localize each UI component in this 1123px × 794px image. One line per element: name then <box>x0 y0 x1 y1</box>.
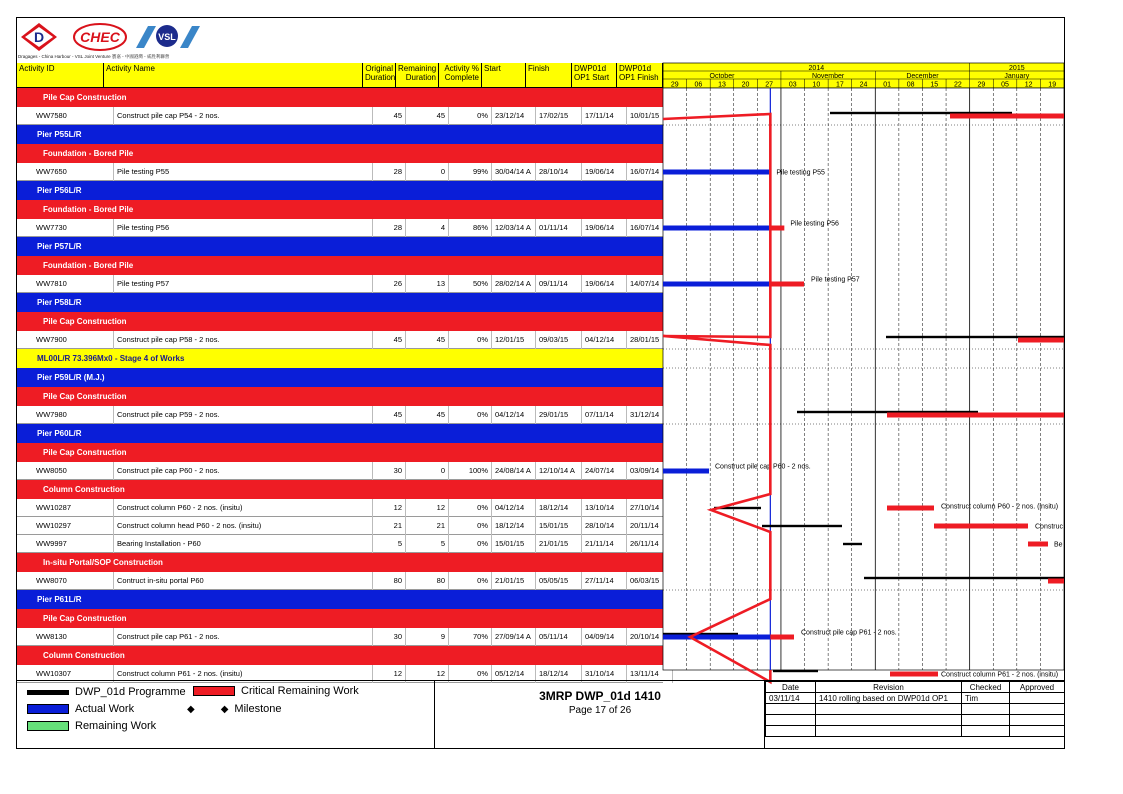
week-label: 29 <box>670 81 679 89</box>
critical-bar <box>887 413 1064 418</box>
rev-description: 1410 rolling based on DWP01d OP1 <box>816 693 962 704</box>
wbs-band-label: ML00L/R 73.396Mx0 - Stage 4 of Works <box>37 354 185 363</box>
wbs-band-label: In-situ Portal/SOP Construction <box>43 558 163 567</box>
cell-start: 12/01/15 <box>492 331 536 349</box>
week-label: 29 <box>977 81 986 89</box>
chec-logo <box>72 22 128 52</box>
wbs-band-label: Pier P58L/R <box>37 298 82 307</box>
gantt-label: Construct pile cap P61 - 2 nos. <box>801 629 897 637</box>
week-label: 22 <box>953 81 962 89</box>
rev-empty-cell <box>1010 704 1065 715</box>
wbs-band-pier[interactable] <box>17 237 663 256</box>
cell-op1s: 31/10/14 <box>582 665 627 683</box>
wbs-band-label: Pile Cap Construction <box>43 614 127 623</box>
cell-name: Construct pile cap P54 - 2 nos. <box>114 107 373 125</box>
cell-pct: 86% <box>449 219 492 237</box>
wbs-band-pier[interactable] <box>17 368 663 387</box>
col-original-duration[interactable]: Original Duration <box>363 63 396 88</box>
rev-empty-cell <box>816 715 962 726</box>
svg-text:VSL: VSL <box>158 32 176 42</box>
cell-start: 23/12/14 <box>492 107 536 125</box>
wbs-band-pier[interactable] <box>17 125 663 144</box>
activity-row[interactable] <box>17 163 663 181</box>
cell-pct: 0% <box>449 517 492 535</box>
wbs-band-work-type[interactable] <box>17 387 663 406</box>
cell-op1f: 16/07/14 <box>627 219 673 237</box>
cell-rd: 12 <box>406 665 449 683</box>
col-start[interactable]: Start <box>482 63 526 88</box>
cell-od: 26 <box>373 275 406 293</box>
cell-op1f: 20/11/14 <box>627 517 673 535</box>
wbs-band-label: Pile Cap Construction <box>43 448 127 457</box>
wbs-band-label: Column Construction <box>43 485 125 494</box>
wbs-band-label: Pier P56L/R <box>37 186 82 195</box>
year-label: 2014 <box>808 65 825 72</box>
cell-finish: 21/01/15 <box>536 535 582 553</box>
wbs-band-label: Pile Cap Construction <box>43 317 127 326</box>
rev-empty-cell <box>816 704 962 715</box>
cell-id: WW9997 <box>33 535 114 553</box>
cell-od: 45 <box>373 331 406 349</box>
cell-finish: 09/11/14 <box>536 275 582 293</box>
cell-start: 24/08/14 A <box>492 462 536 480</box>
cell-pct: 0% <box>449 535 492 553</box>
wbs-band-pier[interactable] <box>17 293 663 312</box>
wbs-band-label: Pier P55L/R <box>37 130 82 139</box>
rev-empty-cell <box>766 726 816 737</box>
cell-start: 15/01/15 <box>492 535 536 553</box>
title-block <box>434 680 765 748</box>
cell-op1f: 28/01/15 <box>627 331 673 349</box>
programme-bar <box>864 577 1064 579</box>
cell-name: Pile testing P56 <box>114 219 373 237</box>
cell-start: 04/12/14 <box>492 406 536 424</box>
actual-bar <box>663 170 770 175</box>
cell-id: WW7980 <box>33 406 114 424</box>
cell-start: 28/02/14 A <box>492 275 536 293</box>
legend-actual-label: Actual Work <box>75 703 135 715</box>
programme-bar <box>843 543 862 545</box>
critical-bar <box>770 635 794 640</box>
cell-rd: 4 <box>406 219 449 237</box>
wbs-band-label: Foundation - Bored Pile <box>43 205 134 214</box>
col-op1-finish[interactable]: DWP01d OP1 Finish <box>617 63 663 88</box>
month-label: November <box>811 73 845 80</box>
cell-rd: 0 <box>406 462 449 480</box>
programme-swatch <box>27 690 69 695</box>
cell-op1s: 04/09/14 <box>582 628 627 646</box>
week-label: 12 <box>1024 81 1033 89</box>
critical-bar <box>770 226 784 231</box>
wbs-band-label: Pile Cap Construction <box>43 392 127 401</box>
cell-op1s: 17/11/14 <box>582 107 627 125</box>
wbs-band-work-type[interactable] <box>17 443 663 462</box>
cell-id: WW7580 <box>33 107 114 125</box>
rev-header-date: Date <box>766 682 816 693</box>
cell-finish: 05/05/15 <box>536 572 582 590</box>
critical-bar <box>890 672 938 677</box>
legend-milestone <box>187 703 281 715</box>
gantt-label: Construct column P61 - 2 nos. (insitu) <box>941 671 1059 679</box>
wbs-band-label: Pier P59L/R (M.J.) <box>37 373 105 382</box>
actual-bar <box>663 469 709 474</box>
activity-row[interactable] <box>17 331 663 349</box>
actual-bar <box>663 635 770 640</box>
cell-name: Construct pile cap P59 - 2 nos. <box>114 406 373 424</box>
cell-name: Construct column P61 - 2 nos. (insitu) <box>114 665 373 683</box>
critical-bar <box>1048 579 1064 584</box>
wbs-band-work-type[interactable] <box>17 480 663 499</box>
rev-empty-cell <box>1010 726 1065 737</box>
legend-milestone-label: Milestone <box>234 703 282 715</box>
critical-bar <box>770 282 804 287</box>
cell-name: Construct pile cap P61 - 2 nos. <box>114 628 373 646</box>
cell-finish: 09/03/15 <box>536 331 582 349</box>
cell-start: 27/09/14 A <box>492 628 536 646</box>
cell-pct: 0% <box>449 499 492 517</box>
critical-bar <box>1028 542 1048 547</box>
week-label: 15 <box>930 81 939 89</box>
wbs-band-pier[interactable] <box>17 424 663 443</box>
cell-rd: 21 <box>406 517 449 535</box>
activity-row[interactable] <box>17 572 663 590</box>
gantt-chart <box>663 63 1064 679</box>
cell-rd: 0 <box>406 163 449 181</box>
cell-od: 5 <box>373 535 406 553</box>
cell-pct: 100% <box>449 462 492 480</box>
cell-op1s: 19/06/14 <box>582 219 627 237</box>
activity-row[interactable] <box>17 535 663 553</box>
cell-op1f: 26/11/14 <box>627 535 673 553</box>
cell-op1f: 10/01/15 <box>627 107 673 125</box>
cell-name: Bearing Installation - P60 <box>114 535 373 553</box>
logo-caption: Dragages - China Harbour - VSL Joint Venture 寶嘉 - 中國港灣 - 威胜利聯營 <box>18 54 170 59</box>
wbs-band-work-type[interactable] <box>17 646 663 665</box>
gantt-label: Construct column P60 - 2 nos. (insitu) <box>941 503 1059 511</box>
week-label: 10 <box>812 81 821 89</box>
cell-rd: 13 <box>406 275 449 293</box>
cell-finish: 18/12/14 <box>536 665 582 683</box>
svg-text:D: D <box>33 29 45 45</box>
wbs-band-label: Pier P61L/R <box>37 595 82 604</box>
actual-bar <box>663 282 770 287</box>
cell-od: 28 <box>373 219 406 237</box>
col-remaining-duration[interactable]: Remaining Duration <box>396 63 439 88</box>
cell-name: Contruct in-situ portal P60 <box>114 572 373 590</box>
cell-finish: 29/01/15 <box>536 406 582 424</box>
wbs-band-work-type[interactable] <box>17 553 663 572</box>
cell-pct: 0% <box>449 665 492 683</box>
legend-critical-label: Critical Remaining Work <box>241 685 359 697</box>
cell-od: 30 <box>373 462 406 480</box>
cell-op1s: 19/06/14 <box>582 275 627 293</box>
wbs-band-label: Foundation - Bored Pile <box>43 149 134 158</box>
actual-swatch <box>27 704 69 714</box>
rev-header-checked: Checked <box>962 682 1010 693</box>
week-label: 24 <box>859 81 868 89</box>
cell-start: 04/12/14 <box>492 499 536 517</box>
critical-bar <box>887 506 934 511</box>
cell-start: 05/12/14 <box>492 665 536 683</box>
cell-name: Construct column P60 - 2 nos. (insitu) <box>114 499 373 517</box>
cell-name: Pile testing P55 <box>114 163 373 181</box>
legend-programme-label: DWP_01d Programme <box>75 686 186 698</box>
activity-row[interactable] <box>17 628 663 646</box>
cell-pct: 70% <box>449 628 492 646</box>
cell-od: 45 <box>373 107 406 125</box>
rev-empty-cell <box>766 704 816 715</box>
cell-rd: 80 <box>406 572 449 590</box>
cell-start: 30/04/14 A <box>492 163 536 181</box>
milestone-diamond-icon: ◆ <box>187 703 195 715</box>
wbs-band-work-type[interactable] <box>17 200 663 219</box>
cell-op1s: 19/06/14 <box>582 163 627 181</box>
rev-empty-cell <box>962 726 1010 737</box>
rev-empty-cell <box>962 715 1010 726</box>
wbs-band-label: Pile Cap Construction <box>43 93 127 102</box>
rev-empty-cell <box>766 715 816 726</box>
wbs-band-work-type[interactable] <box>17 609 663 628</box>
week-label: 01 <box>883 81 891 89</box>
programme-bar <box>773 670 818 672</box>
cell-od: 21 <box>373 517 406 535</box>
cell-id: WW8050 <box>33 462 114 480</box>
cell-rd: 12 <box>406 499 449 517</box>
wbs-band-pier[interactable] <box>17 590 663 609</box>
wbs-band-work-type[interactable] <box>17 312 663 331</box>
cell-op1s: 07/11/14 <box>582 406 627 424</box>
gantt-body <box>663 88 1064 670</box>
gantt-label: Construct pile cap P60 - 2 nos. <box>715 463 811 471</box>
cell-op1s: 13/10/14 <box>582 499 627 517</box>
rev-approved <box>1010 693 1065 704</box>
col-activity-id[interactable]: Activity ID <box>17 63 104 88</box>
wbs-band-work-type[interactable] <box>17 144 663 163</box>
cell-op1s: 21/11/14 <box>582 535 627 553</box>
activity-row[interactable] <box>17 107 663 125</box>
cell-pct: 0% <box>449 406 492 424</box>
wbs-band-pier[interactable] <box>17 181 663 200</box>
cell-start: 18/12/14 <box>492 517 536 535</box>
cell-name: Construct column head P60 - 2 nos. (insitu) <box>114 517 373 535</box>
cell-pct: 0% <box>449 572 492 590</box>
gantt-label: Pile testing P55 <box>776 169 825 177</box>
week-label: 17 <box>836 81 844 89</box>
page-number: Page 17 of 26 <box>568 705 632 716</box>
cell-pct: 99% <box>449 163 492 181</box>
week-label: 13 <box>718 81 726 89</box>
week-label: 08 <box>906 81 915 89</box>
cell-pct: 50% <box>449 275 492 293</box>
week-label: 19 <box>1048 81 1057 89</box>
activity-row[interactable] <box>17 517 663 535</box>
cell-finish: 05/11/14 <box>536 628 582 646</box>
cell-od: 80 <box>373 572 406 590</box>
week-label: 20 <box>741 81 750 89</box>
cell-od: 30 <box>373 628 406 646</box>
programme-bar <box>762 525 842 527</box>
cell-id: WW8070 <box>33 572 114 590</box>
cell-finish: 28/10/14 <box>536 163 582 181</box>
cell-name: Pile testing P57 <box>114 275 373 293</box>
wbs-band-label: Pier P60L/R <box>37 429 82 438</box>
cell-rd: 45 <box>406 331 449 349</box>
wbs-band-stage[interactable] <box>17 349 663 368</box>
cell-od: 45 <box>373 406 406 424</box>
gantt-label: Construc <box>1035 523 1064 531</box>
col-finish[interactable]: Finish <box>526 63 572 88</box>
legend-remaining <box>27 720 156 732</box>
cell-id: WW7650 <box>33 163 114 181</box>
rev-header-approved: Approved <box>1010 682 1065 693</box>
week-label: 27 <box>765 81 774 89</box>
gantt-label: Pile testing P56 <box>790 220 839 228</box>
cell-finish: 15/01/15 <box>536 517 582 535</box>
rev-header-revision: Revision <box>816 682 962 693</box>
cell-op1f: 03/09/14 <box>627 462 673 480</box>
critical-swatch <box>193 686 235 696</box>
gantt-label: Pile testing P57 <box>811 276 860 284</box>
month-label: October <box>709 73 735 80</box>
rev-date: 03/11/14 <box>766 693 816 704</box>
cell-op1f: 06/03/15 <box>627 572 673 590</box>
cell-name: Construct pile cap P60 - 2 nos. <box>114 462 373 480</box>
cell-op1f: 31/12/14 <box>627 406 673 424</box>
cell-op1f: 20/10/14 <box>627 628 673 646</box>
cell-od: 12 <box>373 499 406 517</box>
svg-text:CHEC: CHEC <box>80 29 120 45</box>
legend-remaining-label: Remaining Work <box>75 720 157 732</box>
month-label: January <box>1004 73 1030 80</box>
cell-rd: 45 <box>406 107 449 125</box>
cell-rd: 5 <box>406 535 449 553</box>
cell-op1s: 04/12/14 <box>582 331 627 349</box>
cell-pct: 0% <box>449 107 492 125</box>
dragages-logo <box>20 22 58 52</box>
rev-empty-cell <box>816 726 962 737</box>
cell-start: 21/01/15 <box>492 572 536 590</box>
cell-rd: 45 <box>406 406 449 424</box>
critical-bar <box>950 114 1064 119</box>
legend-actual <box>27 703 134 715</box>
cell-op1f: 13/11/14 <box>627 665 673 683</box>
cell-id: WW7900 <box>33 331 114 349</box>
col-op1-start[interactable]: DWP01d OP1 Start <box>572 63 617 88</box>
vsl-logo <box>134 22 204 52</box>
critical-bar <box>1018 338 1064 343</box>
cell-finish: 01/11/14 <box>536 219 582 237</box>
critical-bar <box>934 524 1028 529</box>
cell-pct: 0% <box>449 331 492 349</box>
cell-op1f: 16/07/14 <box>627 163 673 181</box>
cell-op1f: 27/10/14 <box>627 499 673 517</box>
cell-start: 12/03/14 A <box>492 219 536 237</box>
cell-rd: 9 <box>406 628 449 646</box>
col-activity-name[interactable]: Activity Name <box>104 63 363 88</box>
activity-row[interactable] <box>17 406 663 424</box>
cell-op1s: 28/10/14 <box>582 517 627 535</box>
week-label: 05 <box>1001 81 1009 89</box>
company-logos <box>18 20 238 64</box>
activity-row[interactable] <box>17 219 663 237</box>
cell-id: WW10307 <box>33 665 114 683</box>
wbs-band-label: Foundation - Bored Pile <box>43 261 134 270</box>
legend-critical <box>193 685 359 697</box>
wbs-band-label: Pier P57L/R <box>37 242 82 251</box>
revision-table <box>764 680 1065 748</box>
activity-row[interactable] <box>17 275 663 293</box>
rev-empty-cell <box>1010 715 1065 726</box>
legend-programme <box>27 686 186 698</box>
cell-name: Construct pile cap P58 - 2 nos. <box>114 331 373 349</box>
cell-od: 28 <box>373 163 406 181</box>
legend <box>17 680 435 748</box>
schedule-title: 3MRP DWP_01d 1410 <box>539 689 661 703</box>
year-label: 2015 <box>1009 65 1025 72</box>
cell-id: WW7730 <box>33 219 114 237</box>
wbs-band-label: Column Construction <box>43 651 125 660</box>
gantt-label: Be <box>1054 541 1063 549</box>
actual-bar <box>663 226 770 231</box>
cell-id: WW8130 <box>33 628 114 646</box>
cell-finish: 12/10/14 A <box>536 462 582 480</box>
cell-op1s: 24/07/14 <box>582 462 627 480</box>
wbs-band-work-type[interactable] <box>17 88 663 107</box>
cell-od: 12 <box>373 665 406 683</box>
week-label: 06 <box>694 81 703 89</box>
activity-row[interactable] <box>17 499 663 517</box>
month-label: December <box>906 73 939 80</box>
remaining-swatch <box>27 721 69 731</box>
rev-checked: Tim <box>962 693 1010 704</box>
cell-op1s: 27/11/14 <box>582 572 627 590</box>
col-percent-complete[interactable]: Activity % Complete <box>439 63 482 88</box>
cell-id: WW10297 <box>33 517 114 535</box>
wbs-band-work-type[interactable] <box>17 256 663 275</box>
milestone-diamond-icon-2: ◆ <box>220 703 229 715</box>
cell-op1f: 14/07/14 <box>627 275 673 293</box>
cell-id: WW10287 <box>33 499 114 517</box>
activity-row[interactable] <box>17 462 663 480</box>
cell-finish: 17/02/15 <box>536 107 582 125</box>
rev-empty-cell <box>962 704 1010 715</box>
cell-finish: 18/12/14 <box>536 499 582 517</box>
week-label: 03 <box>788 81 797 89</box>
cell-id: WW7810 <box>33 275 114 293</box>
